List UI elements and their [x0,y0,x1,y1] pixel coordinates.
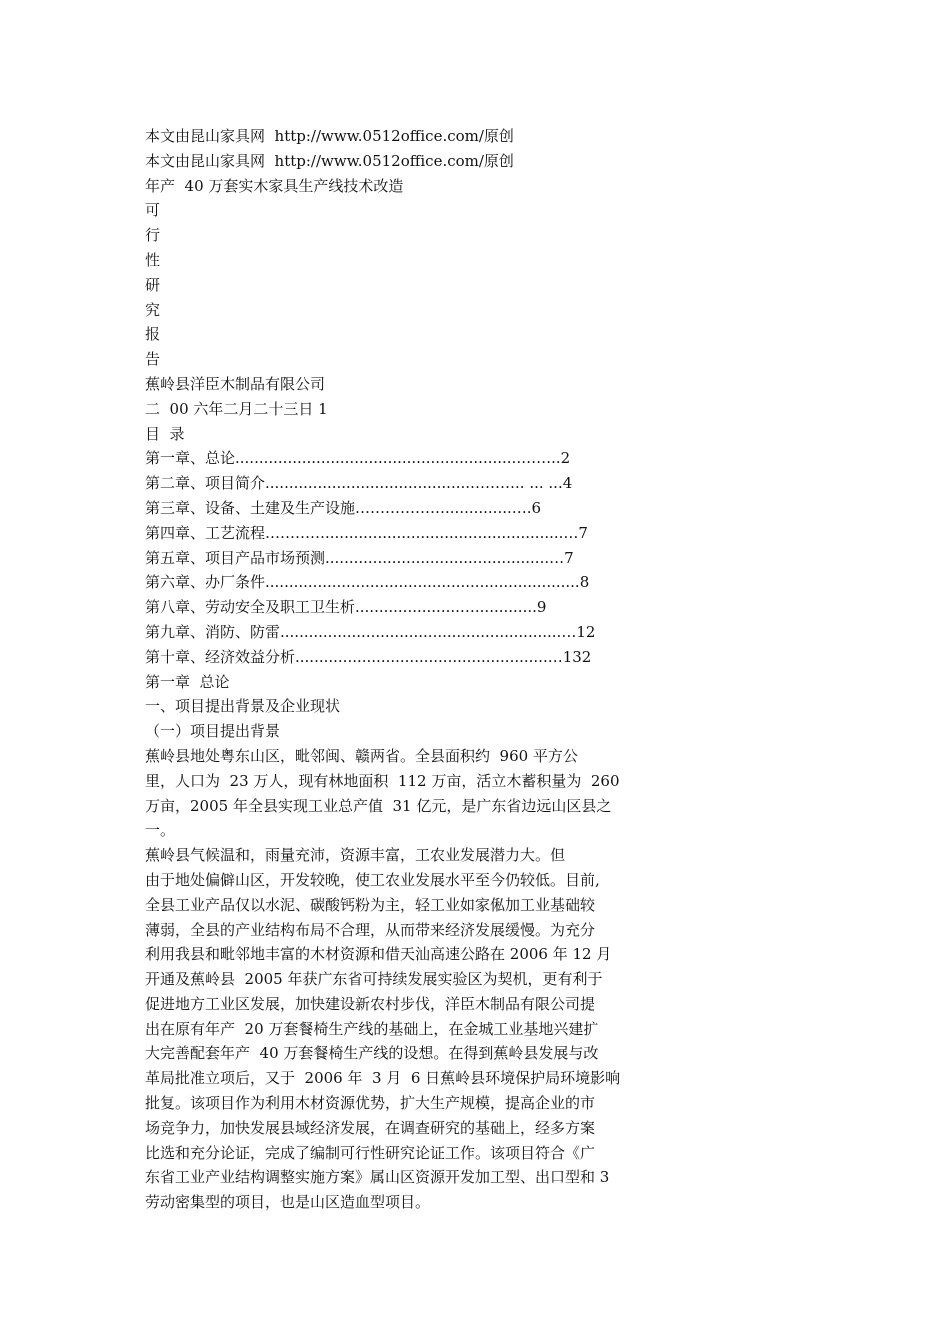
paragraph-line: 利用我县和毗邻地丰富的木材资源和借天汕高速公路在 2006 年 12 月 [145,945,612,964]
paragraph-line: 蕉岭县气候温和，雨量充沛，资源丰富，工农业发展潜力大。但 [145,846,566,865]
paragraph-line: 促进地方工业区发展，加快建设新农村步伐，洋臣木制品有限公司提 [145,994,596,1013]
paragraph-line: 比选和充分论证，完成了编制可行性研究论证工作。该项目符合《广 [145,1143,596,1162]
section-title: 一、项目提出背景及企业现状 [145,697,341,716]
toc-item: 第八章、劳动安全及职工卫生析......................….............9 [145,598,547,617]
document-title: 年产 40 万套实木家具生产线技术改造 [145,176,404,195]
paragraph-line: 大完善配套年产 40 万套餐椅生产线的设想。在得到蕉岭县发展与改 [145,1044,599,1063]
paragraph-line: 全县工业产品仅以水泥、碳酸钙粉为主，轻工业如家俬加工业基础较 [145,895,596,914]
vertical-title-char: 报 [145,325,161,344]
paragraph-line: 出在原有年产 20 万套餐椅生产线的基础上，在金城工业基地兴建扩 [145,1019,599,1038]
paragraph-line: 里，人口为 23 万人，现有林地面积 112 万亩，活立木蓄积量为 260 [145,771,620,790]
paragraph-line: 由于地处偏僻山区，开发较晚，使工农业发展水平至今仍较低。目前, [145,870,600,889]
source-line-2: 本文由昆山家具网 http://www.0512office.com/原创 [145,151,514,170]
source-line-1: 本文由昆山家具网 http://www.0512office.com/原创 [145,127,514,145]
toc-item: 第二章、项目简介...........................................……….. ... ...4 [145,474,573,493]
paragraph-line: 劳动密集型的项目，也是山区造血型项目。 [145,1193,431,1212]
document-page [145,124,685,1215]
toc-item: 第四章、工艺流程…………..................................................…7 [145,523,588,542]
vertical-title-char: 行 [145,226,161,245]
paragraph-line: 场竞争力，加快发展县域经济发展，在调查研究的基础上，经多方案 [145,1118,596,1137]
paragraph-line: 东省工业产业结构调整实施方案》属山区资源开发加工型、出口型和 3 [145,1168,610,1187]
vertical-title-char: 究 [145,300,161,319]
toc-item: 第三章、设备、土建及生产设施………………..............….6 [145,498,542,517]
toc-item: 第九章、消防、防雷...........................................................…12 [145,622,596,641]
toc-heading: 目 录 [145,424,185,443]
paragraph-line: 万亩，2005 年全县实现工业总产值 31 亿元，是广东省边远山区县之 [145,796,612,815]
paragraph-line: 一。 [145,821,176,840]
document-date: 二 00 六年二月二十三日 1 [145,399,328,418]
toc-item: 第十章、经济效益分析.....................................................…132 [145,647,592,666]
paragraph-line: 革局批准立项后，又于 2006 年 3 月 6 日蕉岭县环境保护局环境影响 [145,1069,621,1088]
vertical-title-char: 可 [145,201,161,220]
vertical-title-char: 性 [145,250,161,269]
paragraph-line: 薄弱，全县的产业结构布局不合理，从而带来经济发展缓慢。为充分 [145,920,596,939]
paragraph-line: 蕉岭县地处粤东山区，毗邻闽、赣两省。全县面积约 960 平方公 [145,746,578,765]
subsection-title: （一）项目提出背景 [145,722,281,741]
chapter-title: 第一章 总论 [145,672,230,691]
toc-item: 第一章、总论............................................................……..2 [145,449,571,468]
company-name: 蕉岭县洋臣木制品有限公司 [145,374,326,393]
paragraph-line: 批复。该项目作为利用木材资源优势，扩大生产规模，提高企业的市 [145,1094,596,1113]
vertical-title-char: 研 [145,275,161,294]
toc-item: 第六章、办厂条件..................................................................8 [145,573,590,592]
paragraph-line: 开通及蕉岭县 2005 年获广东省可持续发展实验区为契机，更有利于 [145,970,603,989]
toc-item: 第五章、项目产品市场预测...............................................…7 [145,548,574,567]
vertical-title-char: 告 [145,350,161,369]
